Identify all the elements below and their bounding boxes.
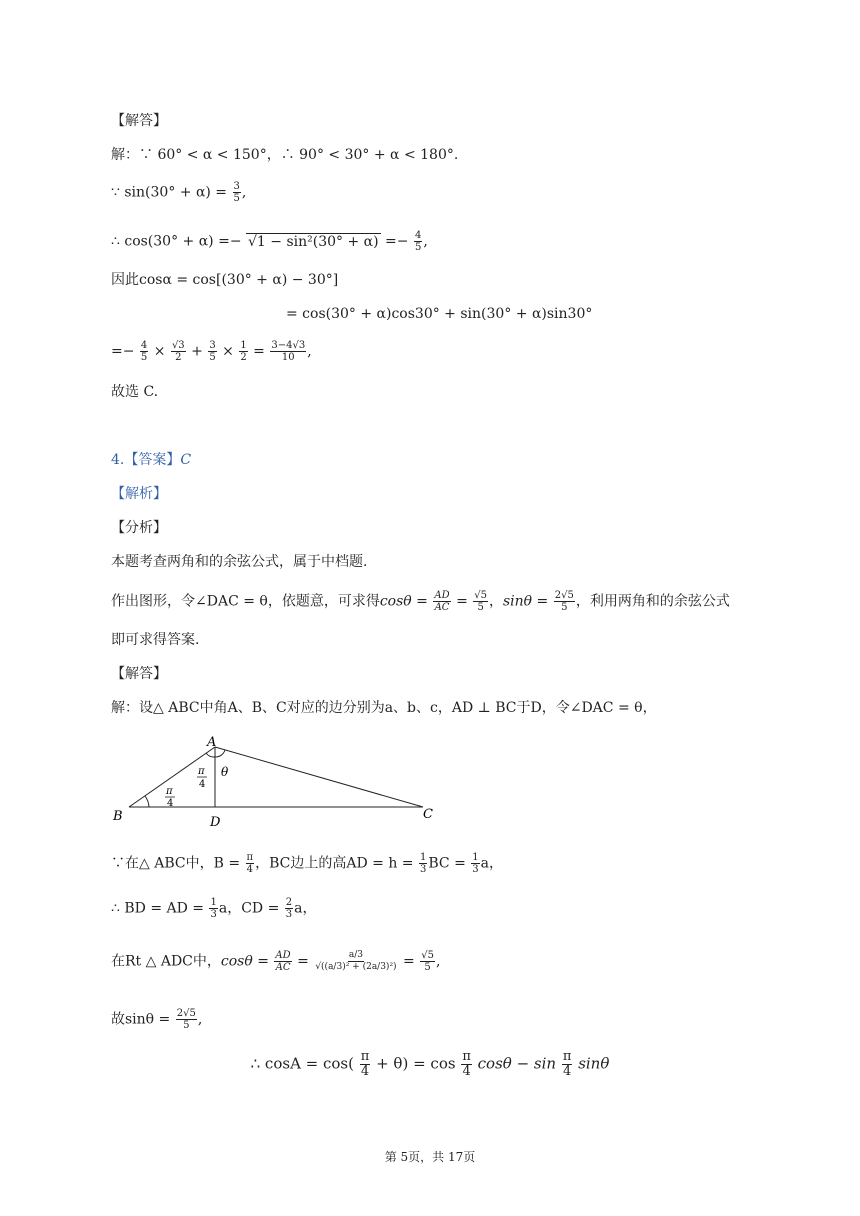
solution-line-7: 故选 C. <box>111 384 159 400</box>
fraction: $\frac{4}{5}$ <box>414 230 422 253</box>
triangle-diagram <box>111 732 441 832</box>
section-heading-analysis: 【解析】 <box>111 486 167 502</box>
triangle-figure <box>111 732 441 836</box>
solution2-line-2: ∵在△ ABC中，B = $\frac{\pi}{4}$ ，BC边上的高AD = h = $\frac{1}{3}$ BC = $\frac{1}{3}$ a， <box>111 852 503 875</box>
label-c: C <box>423 807 433 822</box>
solution2-line-5: 故sinθ = $\frac{2√5}{5}$ , <box>111 1008 203 1031</box>
analysis-line-3: 即可求得答案. <box>111 632 200 648</box>
solution-line-1: 解：∵ 60° < α < 150°，∴ 90° < 30° + α < 180°. <box>111 147 459 163</box>
label-b: B <box>113 809 123 824</box>
solution-line-5: = cos(30° + α)cos30° + sin(30° + α)sin30° <box>286 306 593 322</box>
analysis-line-1: 本题考查两角和的余弦公式，属于中档题. <box>111 554 368 570</box>
solution-line-3: ∴ cos(30° + α) =− √1 − sin²(30° + α) =− $\frac{4}{5}$ , <box>111 230 428 253</box>
section-heading-solution-2: 【解答】 <box>111 666 167 682</box>
label-4-b: 4 <box>167 798 174 809</box>
question-4-answer: 4.【答案】C <box>111 452 192 468</box>
solution-line-4: 因此cosα = cos[(30° + α) − 30°] <box>111 272 339 288</box>
solution-line-6: =− $\frac{4}{5}$ × $\frac{√3}{2}$ + $\frac{3}{5}$ × $\frac{1}{2}$ = $\frac{3-4√3}{10}$ , <box>111 340 312 363</box>
label-pi-a: π <box>198 766 205 777</box>
sqrt-expression: √1 − sin²(30° + α) <box>248 233 379 250</box>
fraction: $\frac{3}{5}$ <box>233 181 240 204</box>
analysis-line-2: 作出图形，令∠DAC = θ，依题意，可求得cosθ = $\frac{AD}{AC}$ = $\frac{√5}{5}$ ，sinθ = $\frac{2√5}{5}$ ，利用两角和的余弦公式 <box>111 590 730 613</box>
label-theta: θ <box>221 765 229 779</box>
label-d: D <box>210 815 221 830</box>
solution2-line-3: ∴ BD = AD = $\frac{1}{3}$ a，CD = $\frac{2}{3}$ a， <box>111 897 317 920</box>
solution2-line-6: ∴ cosA = cos( $\frac{\pi}{4}$ + θ) = cos $\frac{\pi}{4}$ cosθ − sin $\frac{\pi}{4}$ sinθ <box>250 1049 610 1079</box>
label-4-a: 4 <box>199 779 206 790</box>
solution2-line-4: 在Rt △ ADC中，cosθ = $\frac{AD}{AC}$ = $\frac{a/3}{\text{√((a/3)² + (2a/3)²)}}$ = $\frac{√5}{5}$ , <box>111 950 441 973</box>
label-pi-b: π <box>166 786 173 797</box>
section-heading-solution: 【解答】 <box>111 113 167 129</box>
solution-line-2: ∵ sin(30° + α) = $\frac{3}{5}$ , <box>111 181 247 204</box>
solution2-line-1: 解：设△ ABC中角A、B、C对应的边分别为a、b、c，AD ⊥ BC于D，令∠DAC = θ， <box>111 700 657 716</box>
page-footer: 第 5页，共 17页 <box>384 1150 476 1164</box>
label-a: A <box>207 735 217 750</box>
section-heading-fenxi: 【分析】 <box>111 520 167 536</box>
